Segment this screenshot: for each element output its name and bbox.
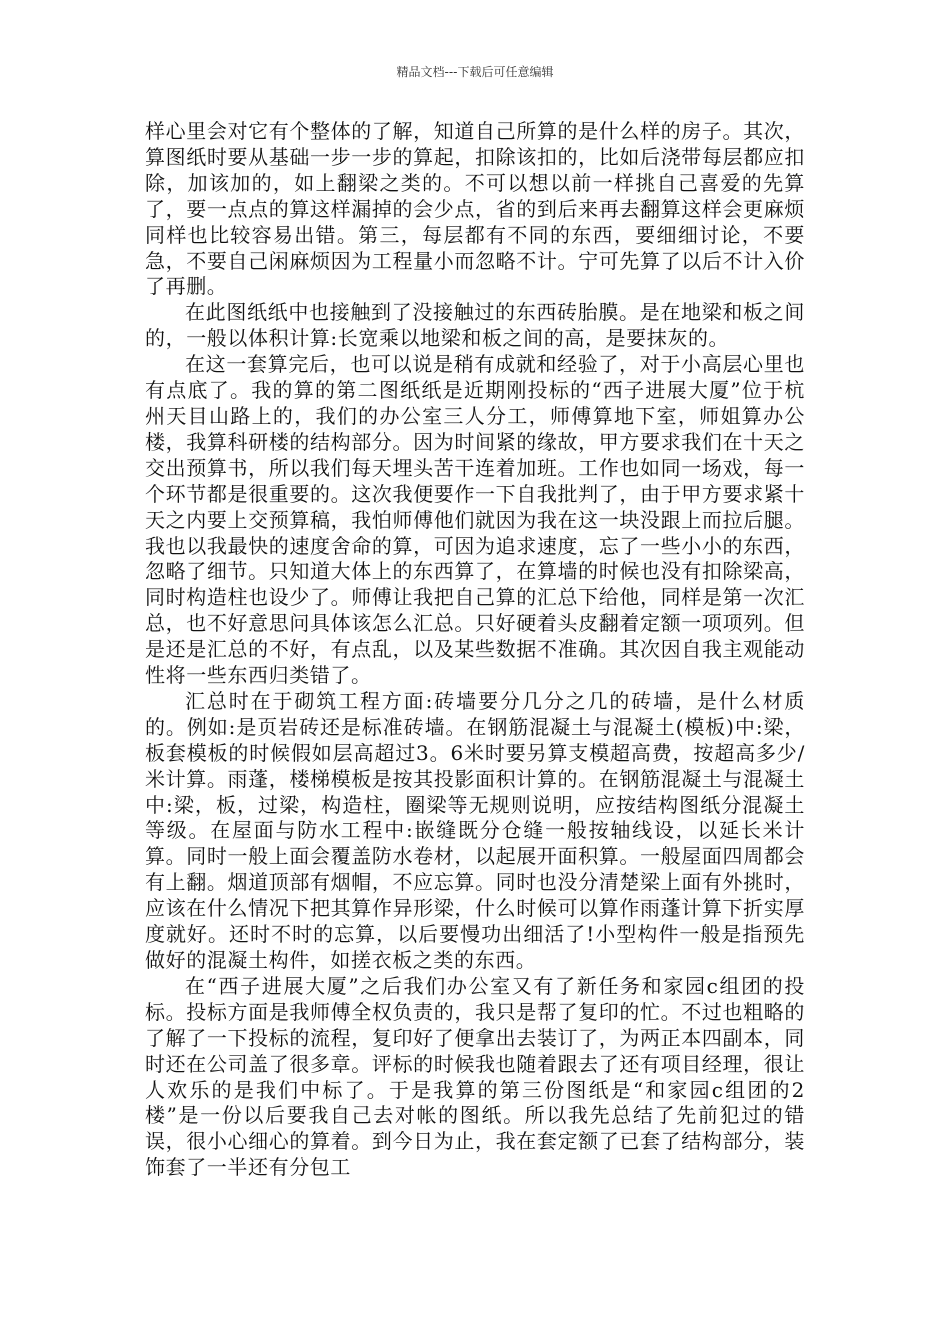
- paragraph-3: 在这一套算完后，也可以说是稍有成就和经验了，对于小高层心里也有点底了。我的算的第二图纸纸是近期刚投标的“西子进展大厦”位于杭州天目山路上的，我们的办公室三人分工，师傅算地下室，师姐算办公楼，我算科研楼的结构部分。因为时间紧的缘故，甲方要求我们在十天之交出预算书，所以我们每天埋头苦干连着加班。工作也如同一场戏，每一个环节都是很重要的。这次我便要作一下自我批判了，由于甲方要求紧十天之内要上交预算稿，我怕师傅他们就因为我在这一块没跟上而拉后腿。我也以我最快的速度舍命的算，可因为追求速度，忘了一些小小的东西，忽略了细节。只知道大体上的东西算了，在算墙的时候也没有扣除梁高，同时构造柱也设少了。师傅让我把自己算的汇总下给他，同样是第一次汇总，也不好意思问具体该怎么汇总。只好硬着头皮翻着定额一项项列。但是还是汇总的不好，有点乱，以及某些数据不准确。其次因自我主观能动性将一些东西归类错了。: [145, 352, 805, 688]
- paragraph-4: 汇总时在于砌筑工程方面:砖墙要分几分之几的砖墙，是什么材质的。例如:是页岩砖还是标准砖墙。在钢筋混凝土与混凝土(模板)中:梁，板套模板的时候假如层高超过3。6米时要另算支模超高费，按超高多少/米计算。雨蓬，楼梯模板是按其投影面积计算的。在钢筋混凝土与混凝土中:梁，板，过梁，构造柱，圈梁等无规则说明，应按结构图纸分混凝土等级。在屋面与防水工程中:嵌缝既分仓缝一般按轴线设，以延长米计算。同时一般上面会覆盖防水卷材，以起展开面积算。一般屋面四周都会有上翻。烟道顶部有烟帽，不应忘算。同时也没分清楚梁上面有外挑时，应该在什么情况下把其算作异形梁，什么时候可以算作雨蓬计算下折实厚度就好。还时不时的忘算，以后要慢功出细活了!小型构件一般是指预先做好的混凝土构件，如搓衣板之类的东西。: [145, 688, 805, 972]
- paragraph-1: 样心里会对它有个整体的了解，知道自己所算的是什么样的房子。其次，算图纸时要从基础一步一步的算起，扣除该扣的，比如后浇带每层都应扣除，加该加的，如上翻梁之类的。不可以想以前一样挑自己喜爱的先算了，要一点点的算这样漏掉的会少点，省的到后来再去翻算这样会更麻烦同样也比较容易出错。第三，每层都有不同的东西，要细细讨论，不要急，不要自己闲麻烦因为工程量小而忽略不计。宁可先算了以后不计入价了再删。: [145, 119, 805, 299]
- paragraph-2: 在此图纸纸中也接触到了没接触过的东西砖胎膜。是在地梁和板之间的，一般以体积计算:长宽乘以地梁和板之间的高，是要抹灰的。: [145, 300, 805, 351]
- document-body: [145, 119, 805, 1181]
- page-header: 精品文档---下载后可任意编辑: [396, 65, 554, 79]
- paragraph-5: 在“西子进展大厦”之后我们办公室又有了新任务和家园c组团的投标。投标方面是我师傅全权负责的，我只是帮了复印的忙。不过也粗略的了解了一下投标的流程，复印好了便拿出去装订了，为两正本四副本，同时还在公司盖了很多章。评标的时候我也随着跟去了还有项目经理，很让人欢乐的是我们中标了。于是我算的第三份图纸是“和家园c组团的2楼”是一份以后要我自己去对帐的图纸。所以我先总结了先前犯过的错误，很小心细心的算着。到今日为止，我在套定额了已套了结构部分，装饰套了一半还有分包工: [145, 973, 805, 1180]
